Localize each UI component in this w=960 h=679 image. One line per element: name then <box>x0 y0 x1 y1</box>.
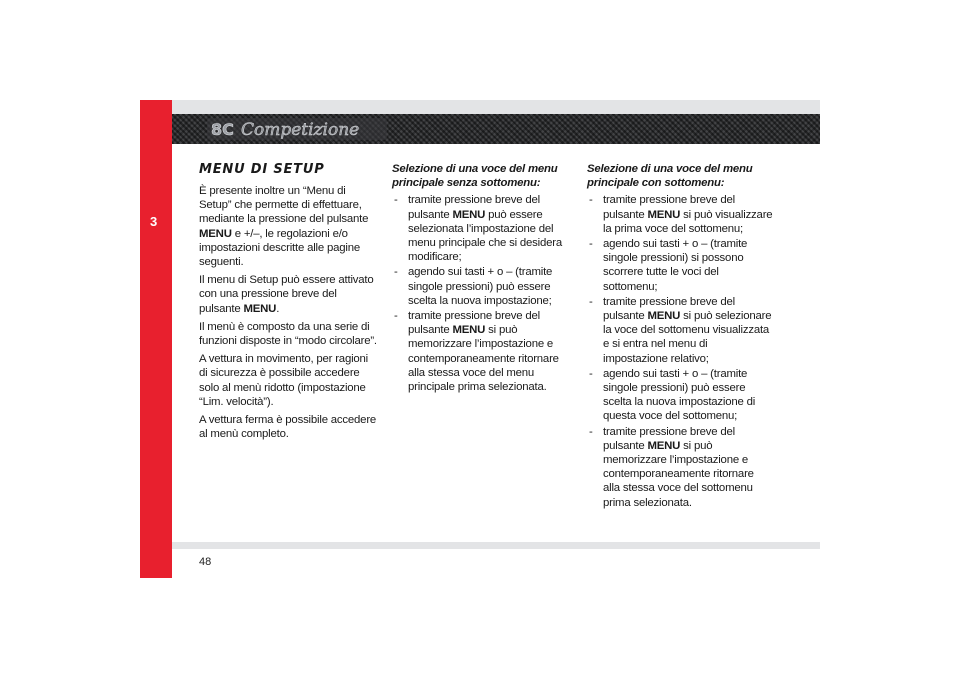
list-item: - agendo sui tasti + o – (tramite singole pressioni) può essere scelta la nuova impostazione; <box>392 265 576 308</box>
column-main-menu-with-submenu <box>587 162 773 511</box>
list-item: - tramite pressione breve del pulsante MENU può essere selezionata l’impostazione del menu principale che si desidera modificare; <box>392 193 576 264</box>
paragraph: Il menu di Setup può essere attivato con una pressione breve del pulsante MENU. <box>199 274 374 315</box>
section-title: MENU DI SETUP <box>199 162 325 177</box>
list-item: - tramite pressione breve del pulsante MENU si può visualizzare la prima voce del sottomenu; <box>587 193 773 236</box>
logo-8c-text: 8C <box>211 120 234 139</box>
subsection-title: Selezione di una voce del menu principale senza sottomenu: <box>392 163 558 190</box>
brand-logo <box>207 117 387 141</box>
top-band <box>172 100 820 114</box>
list-item: - tramite pressione breve del pulsante MENU si può selezionare la voce del sottomenu visualizzata e si entra nel menu di impostazione relativo; <box>587 295 773 366</box>
list-item: - tramite pressione breve del pulsante MENU si può memorizzare l’impostazione e contemporaneamente ritornare alla stessa voce del sottomenu prima selezionata. <box>587 425 773 510</box>
subsection-title: Selezione di una voce del menu principale con sottomenu: <box>587 163 753 190</box>
list-item: - agendo sui tasti + o – (tramite singole pressioni) si possono scorrere tutte le voci del sottomenu; <box>587 237 773 294</box>
list-item: - tramite pressione breve del pulsante MENU si può memorizzare l’impostazione e contemporaneamente ritornare alla stessa voce del menu principale prima selezionata. <box>392 309 576 394</box>
list-item: - agendo sui tasti + o – (tramite singole pressioni) può essere scelta la nuova impostazione di questa voce del sottomenu; <box>587 367 773 424</box>
footer-band <box>172 542 820 549</box>
column-setup-intro <box>199 162 379 445</box>
paragraph: È presente inoltre un “Menu di Setup” che permette di effettuare, mediante la pressione del pulsante MENU e +/–, le regolazioni e/o impostazioni descritte alle pagine seguenti. <box>199 185 369 269</box>
paragraph: A vettura in movimento, per ragioni di sicurezza è possibile accedere solo al menù ridotto (impostazione “Lim. velocità”). <box>199 353 369 408</box>
chapter-number: 3 <box>150 214 158 229</box>
chapter-tab <box>140 100 172 578</box>
paragraph: A vettura ferma è possibile accedere al menù completo. <box>199 414 377 441</box>
logo-script-text: Competizione <box>241 120 360 140</box>
page-number: 48 <box>199 556 212 568</box>
paragraph: Il menù è composto da una serie di funzioni disposte in “modo circolare”. <box>199 320 377 348</box>
column-main-menu-no-submenu <box>392 162 576 395</box>
